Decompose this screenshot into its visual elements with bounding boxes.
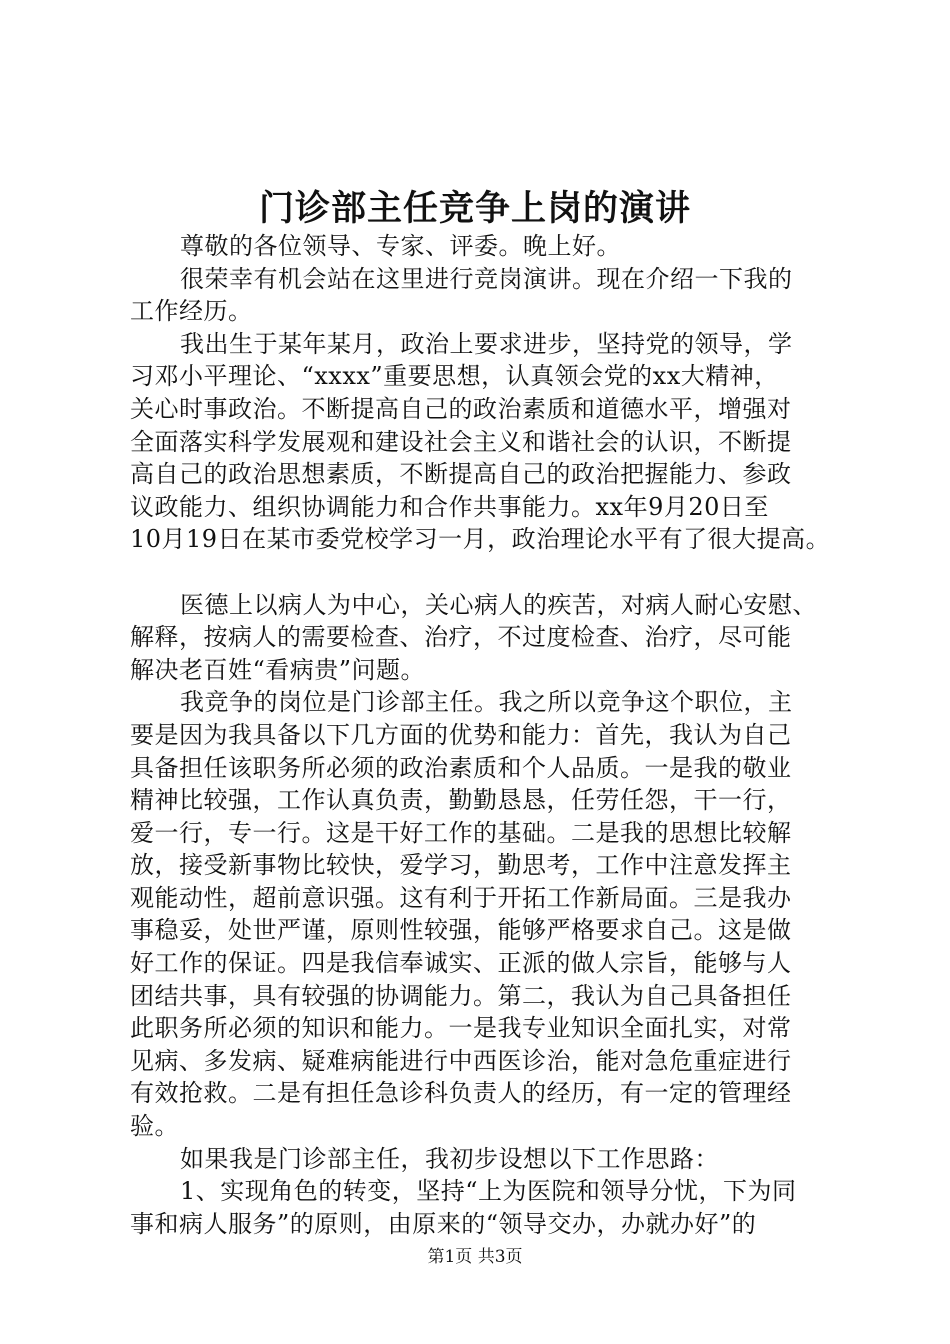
page-footer: 第1页 共3页 — [427, 1247, 523, 1267]
text-line: 事和病人服务”的原则，由原来的“领导交办，办就办好”的 — [130, 1209, 757, 1238]
text-line: 验。 — [130, 1112, 179, 1141]
text-line: 具备担任该职务所必须的政治素质和个人品质。一是我的敬业 — [130, 753, 792, 782]
text-line: 高自己的政治思想素质，不断提高自己的政治把握能力、参政 — [130, 460, 792, 489]
text-line: 医德上以病人为中心，关心病人的疾苦，对病人耐心安慰、 — [180, 590, 817, 619]
text-line: 习邓小平理论、“xxxx”重要思想，认真领会党的xx大精神， — [130, 362, 779, 391]
text-line: 解释，按病人的需要检查、治疗，不过度检查、治疗，尽可能 — [130, 623, 792, 652]
text-line: 团结共事，具有较强的协调能力。第二，我认为自己具备担任 — [130, 981, 792, 1010]
text-line: 我竞争的岗位是门诊部主任。我之所以竞争这个职位，主 — [180, 688, 793, 717]
text-line: 事稳妥，处世严谨，原则性较强，能够严格要求自己。这是做 — [130, 916, 792, 945]
text-line: 我出生于某年某月，政治上要求进步，坚持党的领导，学 — [180, 329, 793, 358]
text-line: 全面落实科学发展观和建设社会主义和谐社会的认识，不断提 — [130, 427, 792, 456]
text-line: 有效抢救。二是有担任急诊科负责人的经历，有一定的管理经 — [130, 1079, 792, 1108]
text-line: 工作经历。 — [130, 297, 253, 326]
document-title: 门诊部主任竞争上岗的演讲 — [258, 188, 691, 229]
text-line: 10月19日在某市委党校学习一月，政治理论水平有了很大提高。 — [130, 525, 830, 554]
text-line: 尊敬的各位领导、专家、评委。晚上好。 — [180, 232, 621, 260]
text-line: 精神比较强，工作认真负责，勤勤恳恳，任劳任怨，干一行， — [130, 786, 792, 815]
text-line: 此职务所必须的知识和能力。一是我专业知识全面扎实，对常 — [130, 1014, 792, 1043]
text-line: 如果我是门诊部主任，我初步设想以下工作思路： — [180, 1144, 719, 1173]
text-line: 放，接受新事物比较快，爱学习，勤思考，工作中注意发挥主 — [130, 851, 792, 880]
text-line: 观能动性，超前意识强。这有利于开拓工作新局面。三是我办 — [130, 883, 792, 912]
text-line: 爱一行，专一行。这是干好工作的基础。二是我的思想比较解 — [130, 818, 792, 847]
document-body — [130, 230, 830, 1240]
blank-line — [130, 556, 830, 589]
text-line: 见病、多发病、疑难病能进行中西医诊治，能对急危重症进行 — [130, 1046, 792, 1075]
text-line: 1、实现角色的转变，坚持“上为医院和领导分忧，下为同 — [180, 1177, 797, 1206]
text-line: 关心时事政治。不断提高自己的政治素质和道德水平，增强对 — [130, 394, 792, 423]
text-line: 好工作的保证。四是我信奉诚实、正派的做人宗旨，能够与人 — [130, 949, 792, 978]
text-line: 很荣幸有机会站在这里进行竞岗演讲。现在介绍一下我的 — [180, 264, 793, 293]
text-line: 议政能力、组织协调能力和合作共事能力。xx年9月20日至 — [130, 492, 769, 521]
text-line: 解决老百姓“看病贵”问题。 — [130, 655, 426, 684]
text-line: 要是因为我具备以下几方面的优势和能力：首先，我认为自己 — [130, 720, 792, 749]
